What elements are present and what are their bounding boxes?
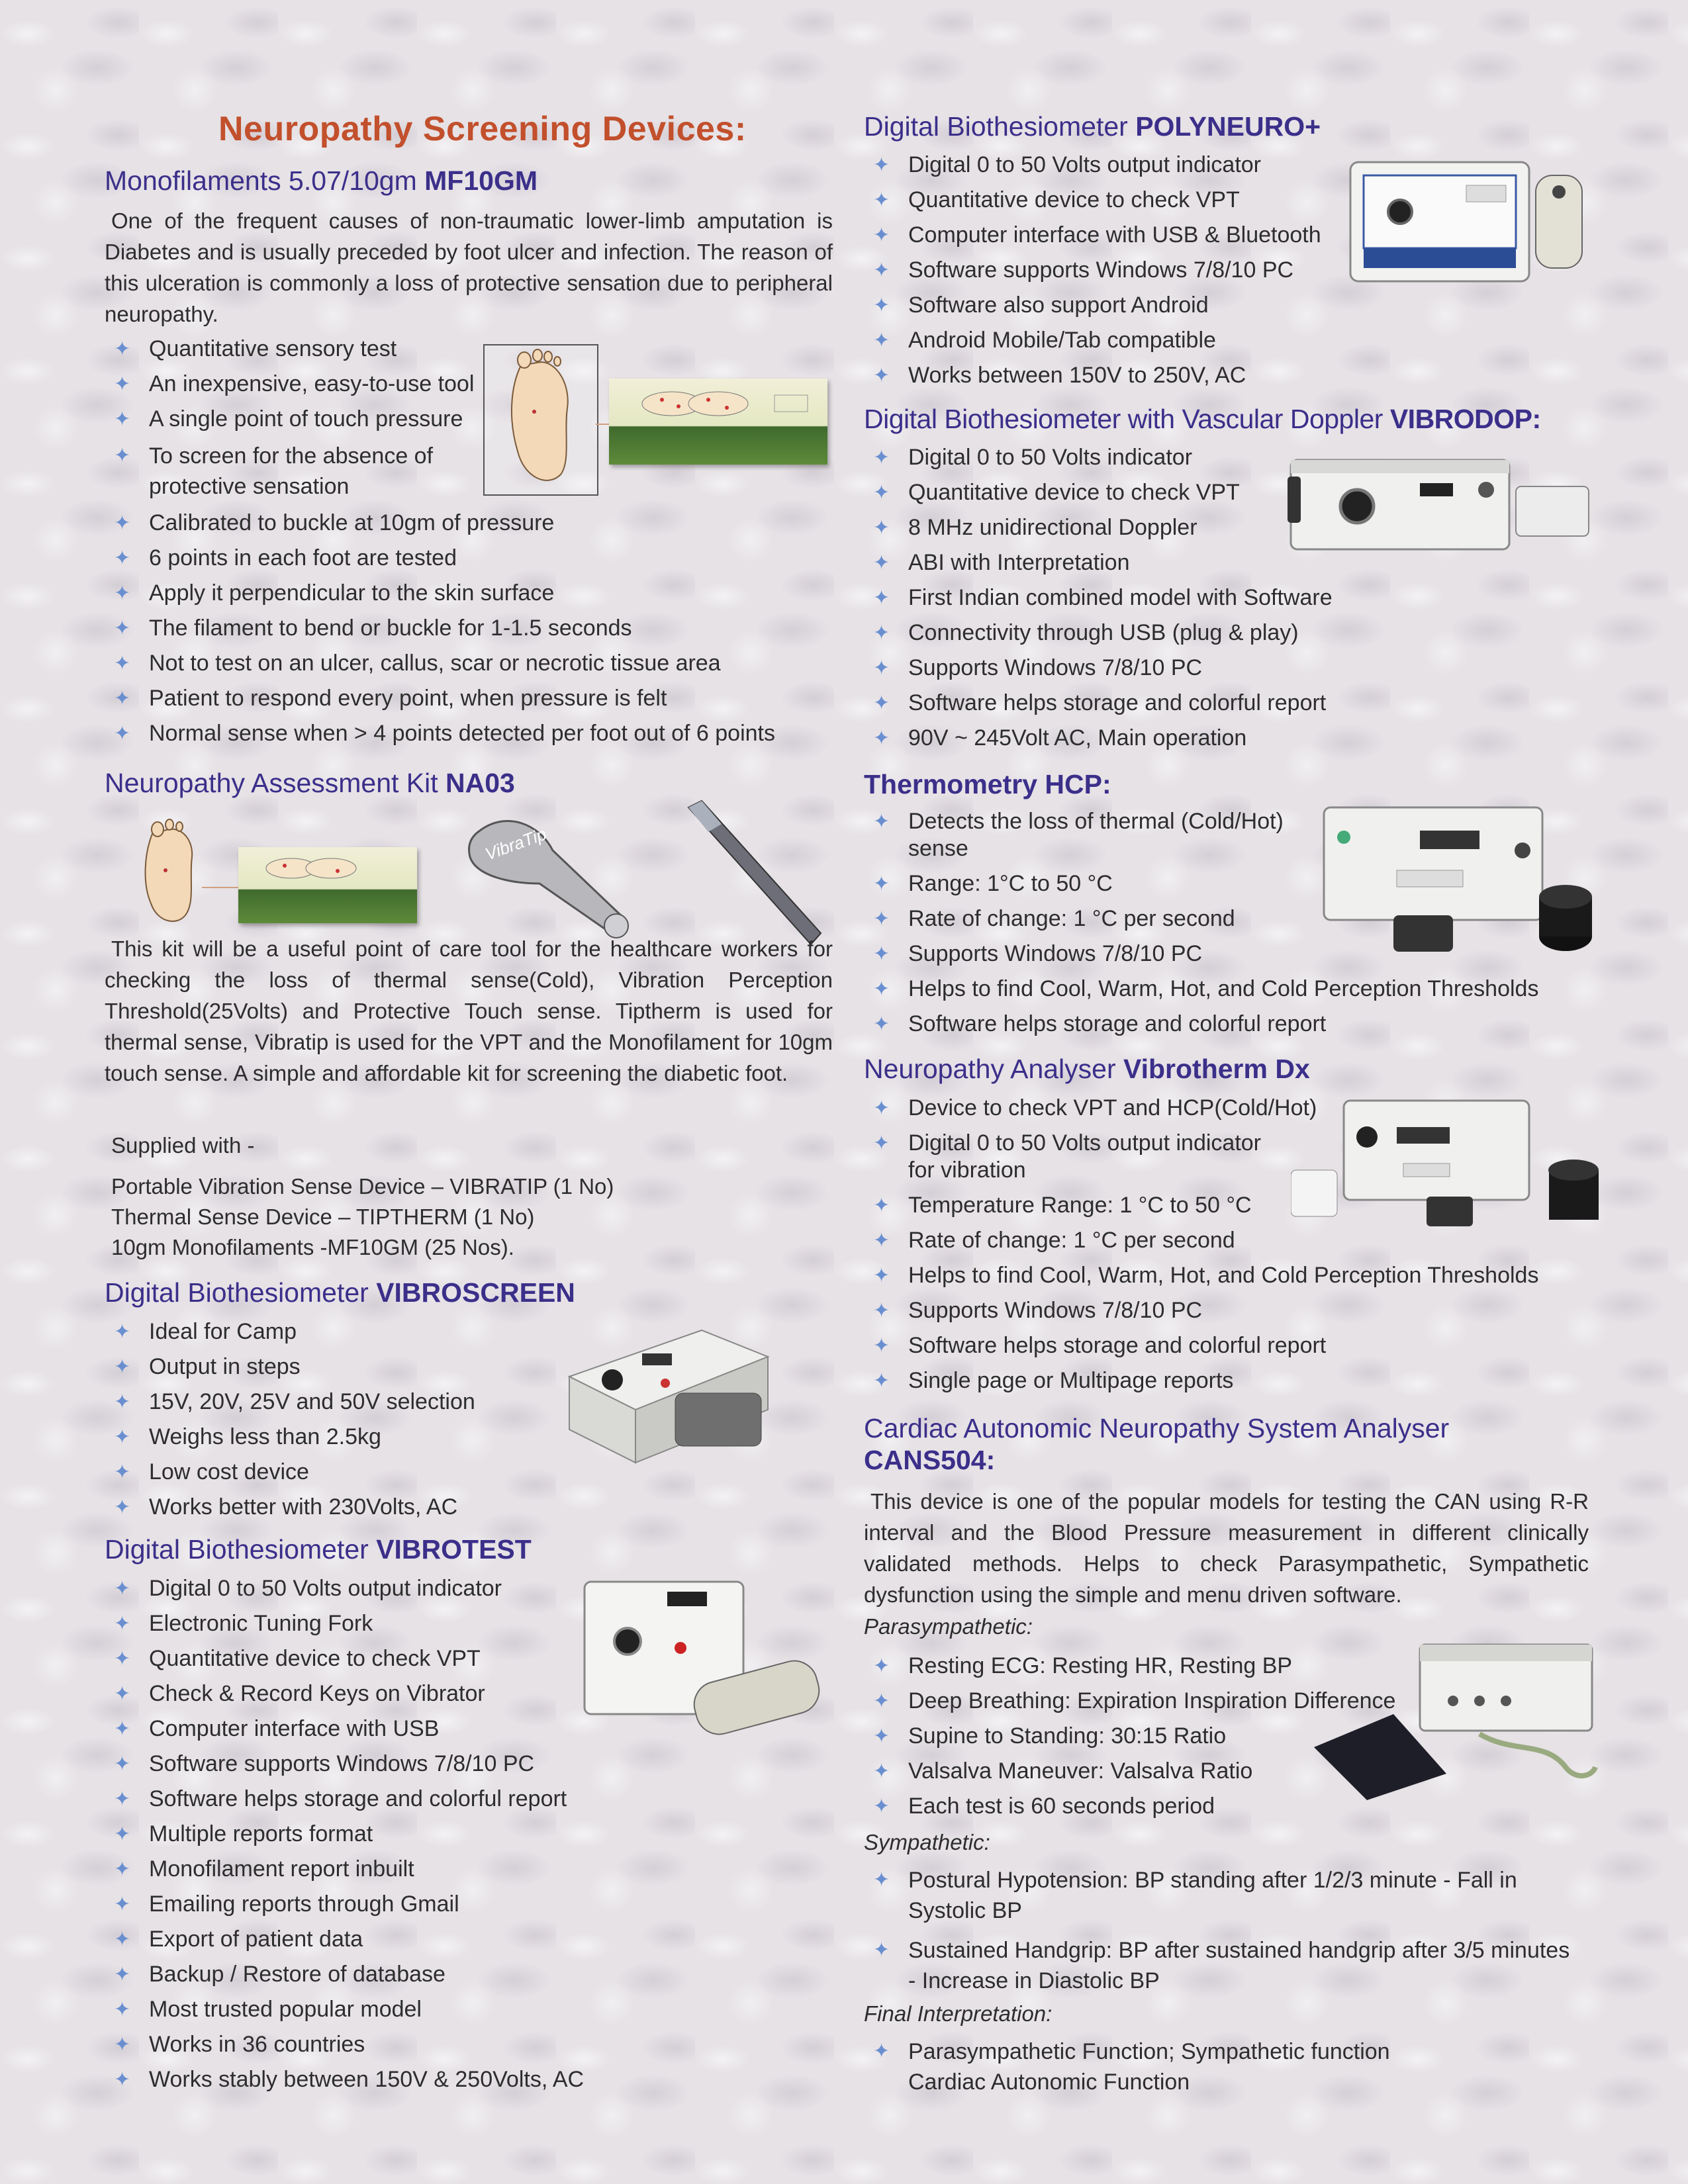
star-bullet-icon: ✦ <box>873 811 890 833</box>
list-item: ✦ Postural Hypotension: BP standing after 1/2/3 minute - Fall in Systolic BP <box>865 1865 1580 1926</box>
star-bullet-icon: ✦ <box>873 259 890 281</box>
list-item: ✦ Backup / Restore of database <box>114 1962 445 1987</box>
list-item: ✦ Parasympathetic Function; Sympathetic function Cardiac Autonomic Function <box>865 2036 1438 2097</box>
star-bullet-icon: ✦ <box>873 1760 890 1782</box>
polyneuro-list <box>865 152 1355 397</box>
sympathetic-list <box>865 1865 1580 2004</box>
star-bullet-icon: ✦ <box>873 978 890 1000</box>
polyneuro-device-image <box>1347 156 1592 298</box>
list-item: ✦ Software also support Android <box>873 293 1209 318</box>
star-bullet-icon: ✦ <box>873 447 890 469</box>
star-bullet-icon: ✦ <box>873 1097 890 1119</box>
star-bullet-icon: ✦ <box>873 692 890 714</box>
star-bullet-icon: ✦ <box>114 2069 131 2091</box>
star-bullet-icon: ✦ <box>114 1578 131 1600</box>
star-bullet-icon: ✦ <box>114 373 131 395</box>
star-bullet-icon: ✦ <box>114 1356 131 1378</box>
star-bullet-icon: ✦ <box>114 1753 131 1775</box>
list-item: ✦ Quantitative sensory test <box>114 336 397 361</box>
star-bullet-icon: ✦ <box>114 1683 131 1705</box>
star-bullet-icon: ✦ <box>873 622 890 644</box>
star-bullet-icon: ✦ <box>114 1321 131 1343</box>
star-bullet-icon: ✦ <box>873 943 890 965</box>
list-item: ✦ Multiple reports format <box>114 1821 373 1846</box>
star-bullet-icon: ✦ <box>873 1265 890 1287</box>
list-item: ✦ Output in steps <box>114 1354 301 1379</box>
list-item: ✦ Electronic Tuning Fork <box>114 1611 373 1636</box>
section-title-mf10gm <box>105 165 538 197</box>
star-bullet-icon: ✦ <box>873 1725 890 1747</box>
list-item: ✦ Software supports Windows 7/8/10 PC <box>114 1751 535 1776</box>
section-title-na03: Neuropathy Assessment Kit NA03 <box>105 768 515 798</box>
star-bullet-icon: ✦ <box>873 1195 890 1216</box>
list-item: ✦ Supports Windows 7/8/10 PC <box>873 655 1203 680</box>
star-bullet-icon: ✦ <box>114 1823 131 1845</box>
list-item: ✦ Android Mobile/Tab compatible <box>873 328 1216 353</box>
page-title: Neuropathy Screening Devices: <box>218 110 747 148</box>
star-bullet-icon: ✦ <box>114 547 131 569</box>
list-item: ✦ Quantitative device to check VPT <box>114 1646 481 1671</box>
star-bullet-icon: ✦ <box>114 338 131 360</box>
vibratip-device-image <box>453 804 652 946</box>
star-bullet-icon: ✦ <box>114 1496 131 1518</box>
star-bullet-icon: ✦ <box>114 1648 131 1670</box>
list-item: ✦ Computer interface with USB <box>114 1716 440 1741</box>
section-title-polyneuro: Digital Biothesiometer POLYNEURO+ <box>864 111 1321 142</box>
list-item: ✦ Works between 150V to 250V, AC <box>873 363 1246 388</box>
list-item: ✦ Digital 0 to 50 Volts output indicator for vibration <box>873 1130 1261 1183</box>
vibroscreen-list <box>106 1318 556 1529</box>
list-item: ✦ Temperature Range: 1 °C to 50 °C <box>873 1193 1252 1218</box>
vibratip-label: VibraTip <box>482 823 549 864</box>
star-bullet-icon: ✦ <box>873 189 890 211</box>
star-bullet-icon: ✦ <box>873 517 890 539</box>
star-bullet-icon: ✦ <box>873 224 890 246</box>
na03-description: This kit will be a useful point of care tool for the healthcare workers for checking the loss of thermal sense(Cold), Vibration Perception Threshold(25Volts) and Protective Touch sense. Tiptherm is used for thermal sense, Vibratip is used for the VPT and the Monofilament for 10gm touch sense. A simple and affordable kit for screening the diabetic foot. <box>105 936 833 1085</box>
list-item: ✦ Single page or Multipage reports <box>873 1368 1234 1393</box>
list-item: ✦ Weighs less than 2.5kg <box>114 1424 381 1449</box>
list-item: ✦ Range: 1°C to 50 °C <box>873 871 1113 896</box>
star-bullet-icon: ✦ <box>114 1964 131 1985</box>
star-bullet-icon: ✦ <box>114 653 131 674</box>
list-item: ✦ Software helps storage and colorful report <box>873 1333 1327 1358</box>
star-bullet-icon: ✦ <box>873 295 890 316</box>
star-bullet-icon: ✦ <box>873 1796 890 1817</box>
thermometry-device-image <box>1317 804 1599 956</box>
section-title-vibrotherm: Neuropathy Analyser Vibrotherm Dx <box>864 1054 1310 1084</box>
mf10gm-list-a <box>106 336 503 510</box>
star-bullet-icon: ✦ <box>114 445 131 467</box>
list-item: ✦ Works in 36 countries <box>114 2032 365 2057</box>
vibrotherm-device-image <box>1291 1097 1602 1230</box>
vibrotest-device-image <box>581 1578 826 1741</box>
star-bullet-icon: ✦ <box>873 1370 890 1392</box>
list-item: ✦ Supports Windows 7/8/10 PC <box>873 941 1203 966</box>
star-bullet-icon: ✦ <box>873 908 890 930</box>
star-bullet-icon: ✦ <box>114 1461 131 1483</box>
star-bullet-icon: ✦ <box>114 512 131 534</box>
star-bullet-icon: ✦ <box>873 1335 890 1357</box>
section-title-cans-model: CANS504: <box>864 1445 996 1475</box>
section-title-model: MF10GM <box>424 165 538 196</box>
list-item: ✦ Software helps storage and colorful report <box>873 1011 1327 1036</box>
mf10gm-description: One of the frequent causes of non-traumatic lower-limb amputation is Diabetes and is usually preceded by foot ulcer and infection. The reason of this ulceration is commonly a loss of protective sensation due to peripheral neuropathy. <box>105 208 833 326</box>
list-item: ✦ Rate of change: 1 °C per second <box>873 1228 1235 1253</box>
star-bullet-icon: ✦ <box>114 688 131 709</box>
list-item: ✦ Sustained Handgrip: BP after sustained handgrip after 3/5 minutes - Increase in Diastolic BP <box>865 1935 1570 1996</box>
tiptherm-device-image <box>675 797 834 950</box>
foot-image <box>132 817 205 930</box>
section-title-prefix: Monofilaments 5.07/10gm <box>105 165 425 196</box>
star-bullet-icon: ✦ <box>873 154 890 176</box>
star-bullet-icon: ✦ <box>114 408 131 430</box>
star-bullet-icon: ✦ <box>873 1869 890 1891</box>
list-item: ✦ Emailing reports through Gmail <box>114 1891 459 1917</box>
list-item: ✦ First Indian combined model with Software <box>873 585 1333 610</box>
cans-device-image <box>1314 1641 1599 1800</box>
list-item: ✦ Helps to find Cool, Warm, Hot, and Cold Perception Thresholds <box>873 1263 1539 1288</box>
list-item: ✦ A single point of touch pressure <box>114 406 463 432</box>
vibroscreen-device-image <box>556 1317 774 1469</box>
sympathetic-label: Sympathetic: <box>864 1830 990 1854</box>
list-item: ✦ Works better with 230Volts, AC <box>114 1494 458 1520</box>
star-bullet-icon: ✦ <box>873 1132 890 1154</box>
foot-diagram-image <box>483 344 598 496</box>
mf10gm-list-b <box>106 510 834 755</box>
section-title-vibrodop: Digital Biothesiometer with Vascular Doppler VIBRODOP: <box>864 404 1541 434</box>
supplied-item: 10gm Monofilaments -MF10GM (25 Nos). <box>111 1235 514 1259</box>
monofilament-card-image <box>609 379 827 465</box>
star-bullet-icon: ✦ <box>114 1391 131 1413</box>
star-bullet-icon: ✦ <box>873 1230 890 1251</box>
list-item: ✦ Works stably between 150V & 250Volts, AC <box>114 2067 585 2092</box>
cans-description: This device is one of the popular models for testing the CAN using R-R interval and the Blood Pressure measurement in different clinically validated methods. Helps to check Parasympathetic, Sympathetic dysfunction using the simple and menu driven software. <box>864 1489 1589 1607</box>
final-interpretation-list <box>865 2036 1448 2105</box>
list-item: ✦ Quantitative device to check VPT <box>873 187 1240 212</box>
star-bullet-icon: ✦ <box>873 1013 890 1035</box>
list-item: ✦ Not to test on an ulcer, callus, scar or necrotic tissue area <box>114 651 721 676</box>
star-bullet-icon: ✦ <box>873 587 890 609</box>
list-item: ✦ Normal sense when > 4 points detected per foot out of 6 points <box>114 721 775 746</box>
star-bullet-icon: ✦ <box>114 1929 131 1950</box>
list-item: ✦ Connectivity through USB (plug & play) <box>873 620 1299 645</box>
star-bullet-icon: ✦ <box>873 1655 890 1677</box>
list-item: ✦ 15V, 20V, 25V and 50V selection <box>114 1389 475 1414</box>
list-item: ✦ Deep Breathing: Expiration Inspiration Difference <box>873 1688 1396 1713</box>
list-item: ✦ Ideal for Camp <box>114 1319 297 1344</box>
star-bullet-icon: ✦ <box>114 1999 131 2021</box>
list-item: ✦ 8 MHz unidirectional Doppler <box>873 515 1197 540</box>
list-item: ✦ Software supports Windows 7/8/10 PC <box>873 257 1294 283</box>
section-title-thermometry: Thermometry HCP: <box>864 769 1111 799</box>
list-item: ✦ Valsalva Maneuver: Valsalva Ratio <box>873 1758 1253 1784</box>
list-item: ✦ Supine to Standing: 30:15 Ratio <box>873 1723 1227 1749</box>
star-bullet-icon: ✦ <box>873 482 890 504</box>
section-title-cans: Cardiac Autonomic Neuropathy System Analyser <box>864 1413 1450 1443</box>
list-item: ✦ Digital 0 to 50 Volts output indicator <box>114 1576 502 1601</box>
list-item: ✦ Detects the loss of thermal (Cold/Hot) sense <box>873 809 1284 861</box>
star-bullet-icon: ✦ <box>114 1788 131 1810</box>
list-item: ✦ Apply it perpendicular to the skin surface <box>114 580 555 606</box>
list-item: ✦ Digital 0 to 50 Volts output indicator <box>873 152 1261 177</box>
list-item: ✦ An inexpensive, easy-to-use tool <box>114 371 475 396</box>
parasympathetic-label: Parasympathetic: <box>864 1614 1033 1639</box>
list-item: ✦ Digital 0 to 50 Volts indicator <box>873 445 1193 470</box>
list-item: ✦ Supports Windows 7/8/10 PC <box>873 1298 1203 1323</box>
star-bullet-icon: ✦ <box>114 1858 131 1880</box>
star-bullet-icon: ✦ <box>873 1939 890 1961</box>
supplied-label: Supplied with - <box>111 1133 255 1158</box>
list-item: ✦ Each test is 60 seconds period <box>873 1794 1215 1819</box>
list-item: ✦ To screen for the absence of protective sensation <box>106 441 460 502</box>
star-bullet-icon: ✦ <box>873 330 890 351</box>
list-item: ✦ Quantitative device to check VPT <box>873 480 1240 505</box>
list-item: ✦ Low cost device <box>114 1459 309 1484</box>
star-bullet-icon: ✦ <box>114 1426 131 1448</box>
star-bullet-icon: ✦ <box>873 727 890 749</box>
section-title-vibroscreen: Digital Biothesiometer VIBROSCREEN <box>105 1277 575 1308</box>
list-item: ✦ Software helps storage and colorful report <box>114 1786 567 1811</box>
star-bullet-icon: ✦ <box>114 617 131 639</box>
list-item: ✦ Monofilament report inbuilt <box>114 1856 414 1882</box>
star-bullet-icon: ✦ <box>873 873 890 895</box>
star-bullet-icon: ✦ <box>873 1690 890 1712</box>
list-item: ✦ Patient to respond every point, when pressure is felt <box>114 686 667 711</box>
star-bullet-icon: ✦ <box>114 2034 131 2056</box>
list-item: ✦ ABI with Interpretation <box>873 550 1130 575</box>
list-item: ✦ Check & Record Keys on Vibrator <box>114 1681 485 1706</box>
list-item: ✦ Device to check VPT and HCP(Cold/Hot) <box>873 1095 1317 1120</box>
star-bullet-icon: ✦ <box>114 723 131 745</box>
list-item: ✦ 6 points in each foot are tested <box>114 545 457 570</box>
monofilament-card-image <box>238 847 417 923</box>
star-bullet-icon: ✦ <box>114 1893 131 1915</box>
list-item: ✦ Resting ECG: Resting HR, Resting BP <box>873 1653 1293 1678</box>
list-item: ✦ The filament to bend or buckle for 1-1.5 seconds <box>114 615 632 641</box>
supplied-item: Thermal Sense Device – TIPTHERM (1 No) <box>111 1205 535 1229</box>
list-item: ✦ 90V ~ 245Volt AC, Main operation <box>873 725 1247 751</box>
star-bullet-icon: ✦ <box>114 1613 131 1635</box>
final-interpretation-label: Final Interpretation: <box>864 2001 1053 2026</box>
star-bullet-icon: ✦ <box>114 1718 131 1740</box>
star-bullet-icon: ✦ <box>873 552 890 574</box>
supplied-item: Portable Vibration Sense Device – VIBRATIP (1 No) <box>111 1174 614 1199</box>
section-title-vibrotest: Digital Biothesiometer VIBROTEST <box>105 1534 532 1565</box>
star-bullet-icon: ✦ <box>873 2040 890 2062</box>
list-item: ✦ Software helps storage and colorful report <box>873 690 1327 715</box>
list-item: ✦ Rate of change: 1 °C per second <box>873 906 1235 931</box>
list-item: ✦ Calibrated to buckle at 10gm of pressure <box>114 510 555 535</box>
star-bullet-icon: ✦ <box>114 582 131 604</box>
list-item: ✦ Most trusted popular model <box>114 1997 422 2022</box>
vibrodop-device-image <box>1288 450 1599 556</box>
star-bullet-icon: ✦ <box>873 365 890 387</box>
star-bullet-icon: ✦ <box>873 1300 890 1322</box>
list-item: ✦ Export of patient data <box>114 1927 363 1952</box>
list-item: ✦ Computer interface with USB & Bluetooth <box>873 222 1321 248</box>
star-bullet-icon: ✦ <box>873 657 890 679</box>
list-item: ✦ Helps to find Cool, Warm, Hot, and Cold Perception Thresholds <box>873 976 1539 1001</box>
